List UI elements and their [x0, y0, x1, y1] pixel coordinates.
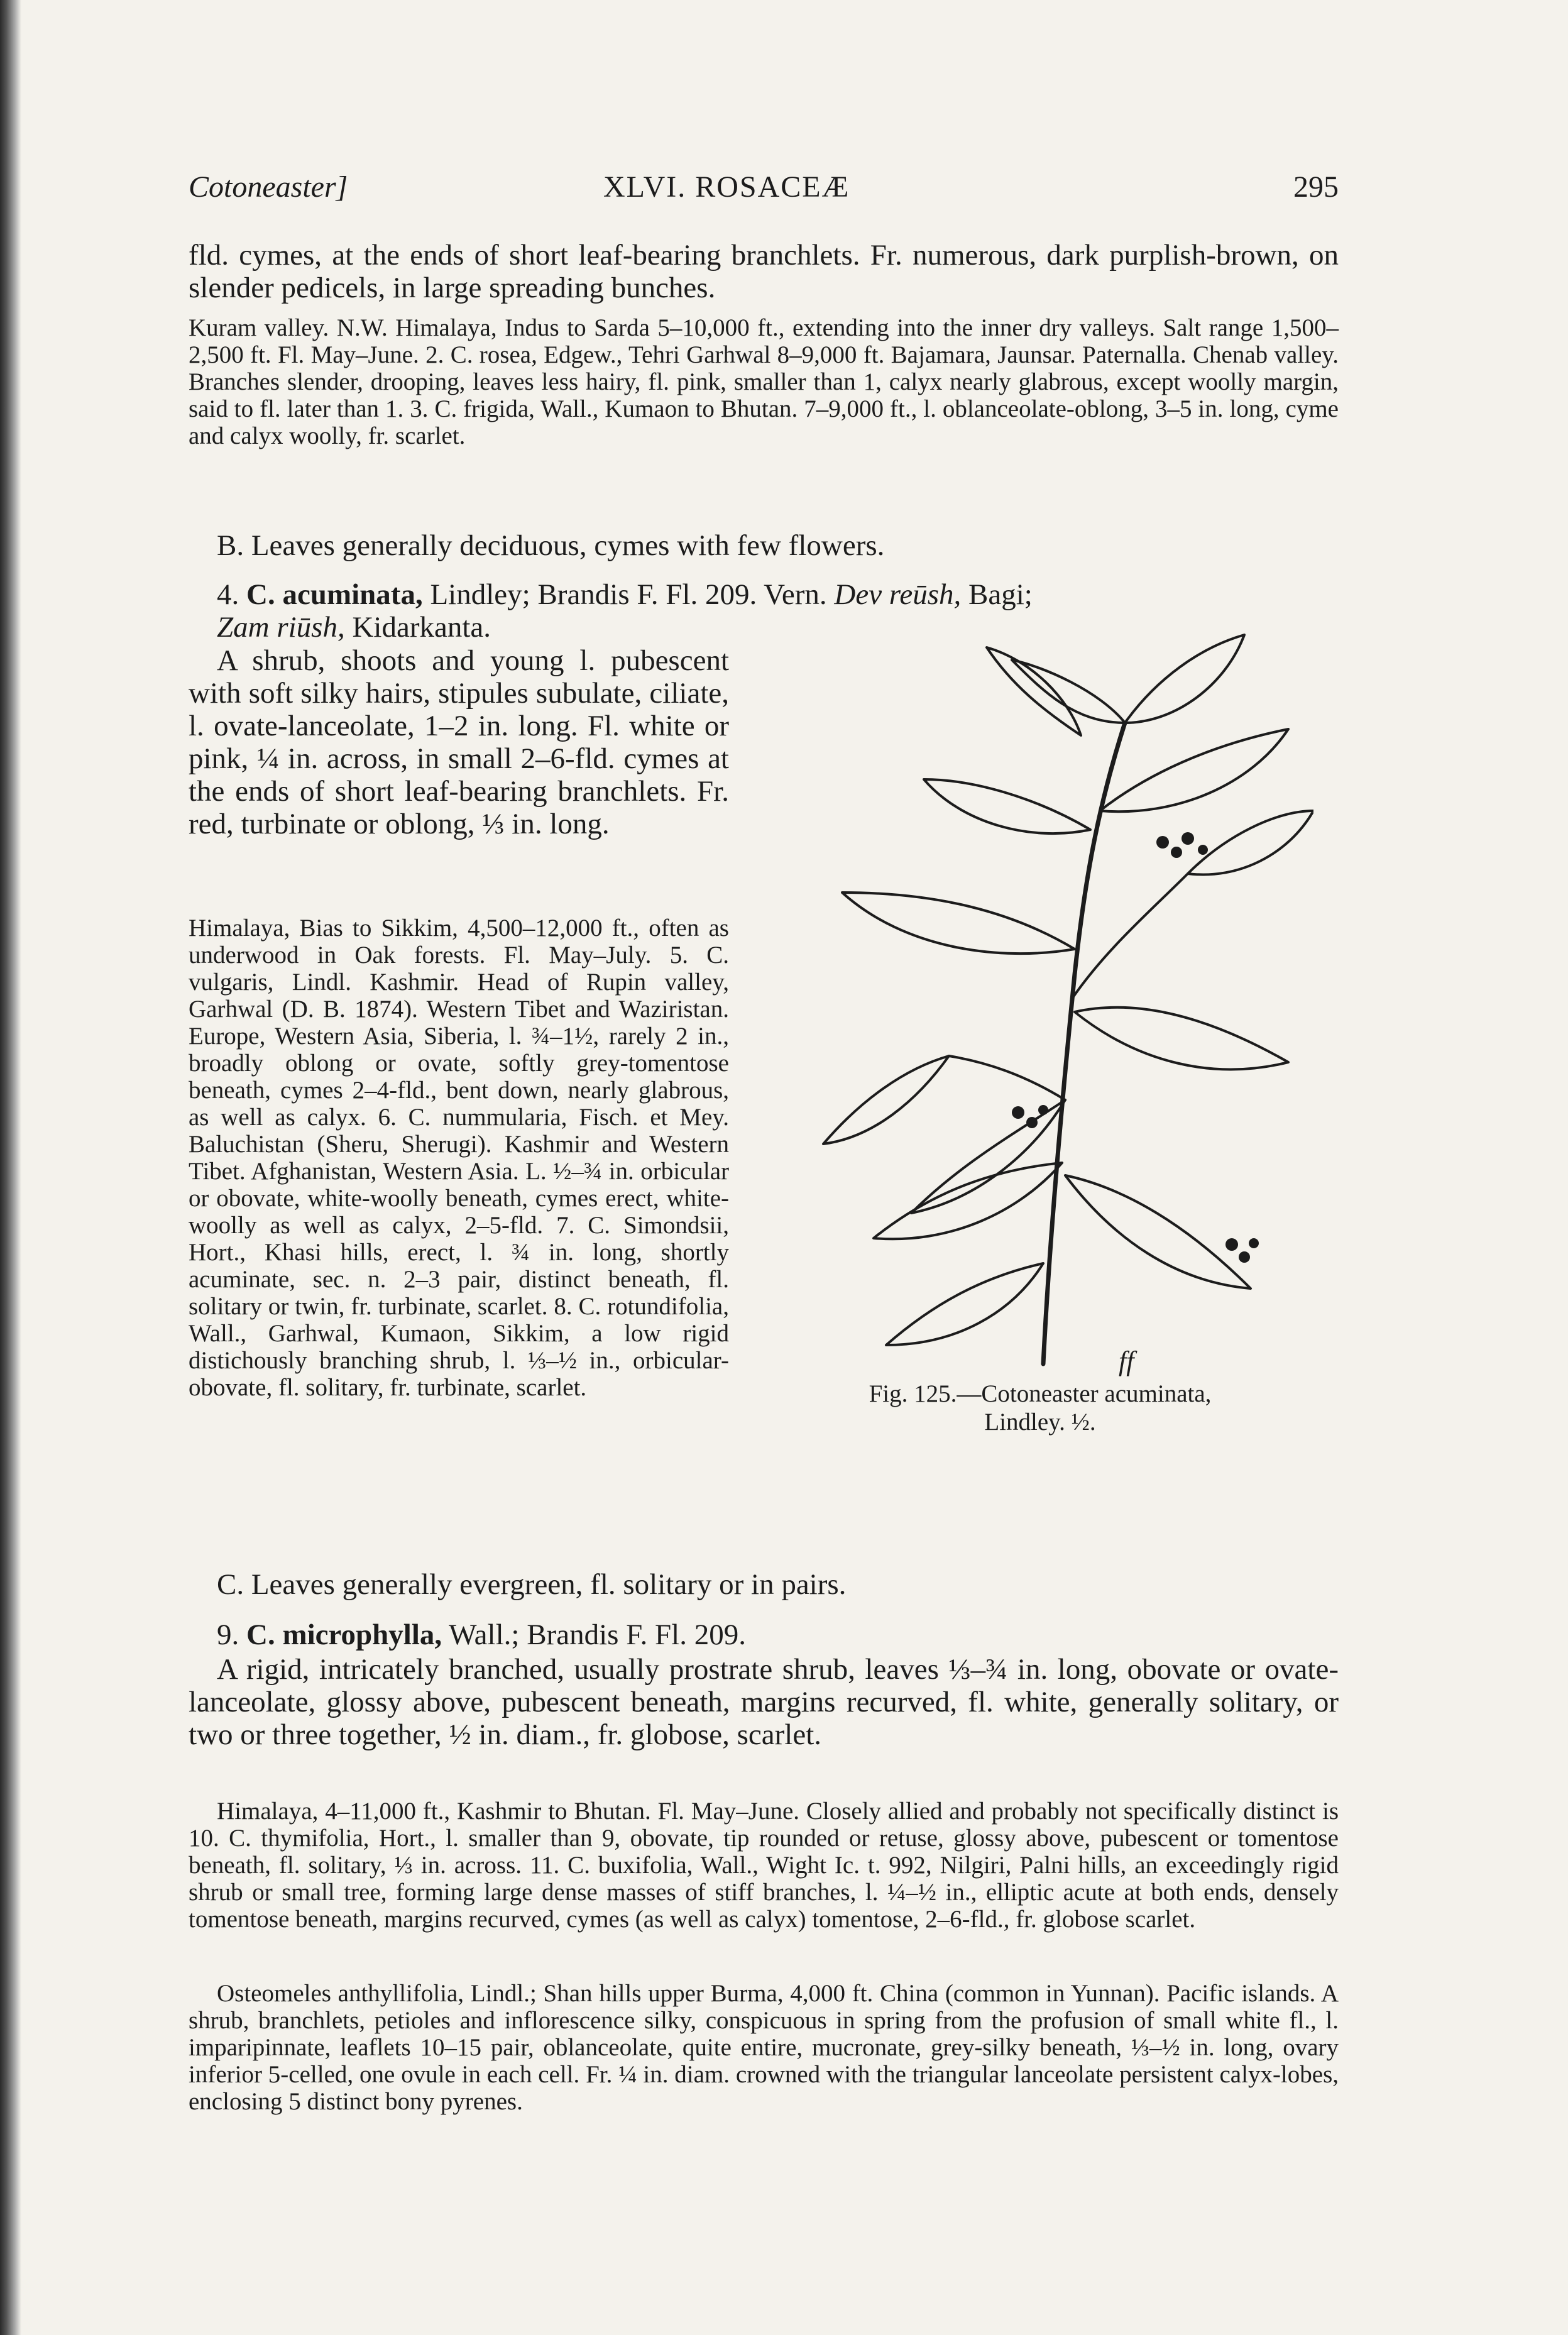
flower — [1181, 832, 1194, 845]
vernacular-name: Dev reūsh, — [834, 578, 962, 611]
species-9-description: A rigid, intricately branched, usually prostrate shrub, leaves ⅓–¾ in. long, obovate or ovate-lanceolate, glossy above, pubescent beneath, margins recurved, fl. white, generally solitary, or two or three together, ½ in. diam., fr. globose, scarlet. — [189, 1653, 1339, 1751]
flower — [1225, 1238, 1238, 1251]
species-number: 9. — [217, 1618, 239, 1651]
botanical-illustration — [748, 622, 1313, 1446]
flower — [1038, 1105, 1048, 1115]
leaf — [886, 1263, 1043, 1345]
flower — [1156, 836, 1169, 849]
flower — [1198, 845, 1208, 855]
species-name: C. microphylla, — [246, 1618, 442, 1651]
caption-line: Fig. 125.—Cotoneaster acuminata, — [869, 1380, 1212, 1407]
leaf — [987, 647, 1081, 735]
continued-description: fld. cymes, at the ends of short leaf-bearing branchlets. Fr. numerous, dark purplish-brown, on slender pedicels, in large spreading bunches. — [189, 239, 1339, 304]
page-header — [189, 170, 1339, 207]
flower — [1012, 1106, 1024, 1119]
species-reference: Lindley; Brandis F. Fl. 209. Vern. — [430, 578, 827, 611]
osteomeles-note: Osteomeles anthyllifolia, Lindl.; Shan hills upper Burma, 4,000 ft. China (common in Yunnan). Pacific islands. A shrub, branchlets, petioles and inflorescence silky, conspicuous in spring from the profusion of small white fl., l. imparipinnate, leaflets 10–15 pair, oblanceolate, quite entire, mucronate, grey-silky beneath, ⅓–½ in. long, ovary inferior 5-celled, one ovule in each cell. Fr. ¼ in. diam. crowned with the triangular lanceolate persistent calyx-lobes, enclosing 5 distinct bony pyrenes. — [189, 1980, 1339, 2115]
species-name: C. acuminata, — [246, 578, 423, 611]
figure-caption — [773, 1380, 1307, 1436]
leaf — [1075, 1008, 1288, 1070]
flower — [1249, 1238, 1259, 1248]
flower — [1026, 1117, 1038, 1128]
running-head: Cotoneaster] — [189, 170, 348, 204]
species-9-heading — [217, 1618, 1335, 1651]
flower-clusters — [1012, 832, 1259, 1263]
vernacular-name: Zam riūsh, — [217, 611, 345, 644]
species-9-distribution: Himalaya, 4–11,000 ft., Kashmir to Bhutan. Fl. May–June. Closely allied and probably not specifically distinct is 10. C. thymifolia, Hort., l. smaller than 9, obovate, tip rounded or retuse, glossy above, pubescent or tomentose beneath, fl. solitary, ⅓ in. across. 11. C. buxifolia, Wall., Wight Ic. t. 992, Nilgiri, Palni hills, an exceedingly rigid shrub or small tree, forming large dense masses of stiff branches, l. ¼–½ in., elliptic acute at both ends, densely tomentose beneath, margins recurved, cymes (as well as calyx) tomentose, 2–6-fld., fr. globose scarlet. — [189, 1798, 1339, 1933]
leaf — [874, 1163, 1062, 1239]
vernacular-locality: Kidarkanta. — [352, 611, 491, 644]
leaf — [1125, 635, 1244, 723]
vernacular-locality: Bagi; — [968, 578, 1033, 611]
leaf — [911, 1100, 1065, 1213]
page-number: 295 — [1293, 170, 1339, 204]
section-c-heading: C. Leaves generally evergreen, fl. solitary or in pairs. — [217, 1568, 847, 1601]
main-stem — [1043, 723, 1125, 1364]
species-reference: Wall.; Brandis F. Fl. 209. — [449, 1618, 746, 1651]
species-4-description: A shrub, shoots and young l. pubescent with soft silky hairs, stipules subulate, ciliate, l. ovate-lanceolate, 1–2 in. long. Fl. white or pink, ¼ in. across, in small 2–6-fld. cymes at the ends of short leaf-bearing branchlets. Fr. red, turbinate or oblong, ⅓ in. long. — [189, 644, 729, 840]
side-branch — [949, 1056, 1065, 1100]
flower — [1239, 1251, 1250, 1263]
species-4-distribution: Himalaya, Bias to Sikkim, 4,500–12,000 ft., often as underwood in Oak forests. Fl. May–July. 5. C. vulgaris, Lindl. Kashmir. Head of Rupin valley, Garhwal (D. B. 1874). Western Tibet and Waziristan. Europe, Western Asia, Siberia, l. ¾–1½, rarely 2 in., broadly oblong or ovate, softly grey-tomentose beneath, cymes 2–4-fld., bent down, nearly glabrous, as well as calyx. 6. C. nummularia, Fisch. et Mey. Baluchistan (Sheru, Sherugi). Kashmir and Western Tibet. Afghanistan, Western Asia. L. ½–¾ in. orbicular or obovate, white-woolly beneath, cymes erect, white-woolly as well as calyx, 2–5-fld. 7. C. Simondsii, Hort., Khasi hills, erect, l. ¾ in. long, shortly acuminate, sec. n. 2–3 pair, distinct beneath, fl. solitary or twin, fr. turbinate, scarlet. 8. C. rotundifolia, Wall., Garhwal, Kumaon, Sikkim, a low rigid distichously branching shrub, l. ⅓–½ in., orbicular-obovate, fl. solitary, fr. turbinate, scarlet. — [189, 915, 729, 1401]
side-branch — [1072, 874, 1188, 999]
leaf — [842, 893, 1075, 953]
leaf — [823, 1056, 949, 1144]
section-title: XLVI. ROSACEÆ — [603, 170, 850, 204]
caption-line: Lindley. ½. — [984, 1409, 1096, 1436]
leaf — [1100, 729, 1288, 811]
continued-distribution: Kuram valley. N.W. Himalaya, Indus to Sarda 5–10,000 ft., extending into the inner dry valleys. Salt range 1,500–2,500 ft. Fl. May–June. 2. C. rosea, Edgew., Tehri Garhwal 8–9,000 ft. Bajamara, Jaunsar. Paternalla. Chenab valley. Branches slender, drooping, leaves less hairy, fl. pink, smaller than 1, calyx nearly glabrous, except woolly margin, said to fl. later than 1. 3. C. frigida, Wall., Kumaon to Bhutan. 7–9,000 ft., l. oblanceolate-oblong, 3–5 in. long, cyme and calyx woolly, fr. scarlet. — [189, 314, 1339, 449]
species-number: 4. — [217, 578, 239, 611]
flower — [1171, 847, 1182, 858]
section-b-heading: B. Leaves generally deciduous, cymes with few flowers. — [217, 529, 885, 562]
leaf — [1188, 811, 1313, 875]
illustrator-signature: ff — [1119, 1346, 1134, 1376]
leaf — [1065, 1175, 1251, 1288]
leaf — [924, 779, 1090, 833]
